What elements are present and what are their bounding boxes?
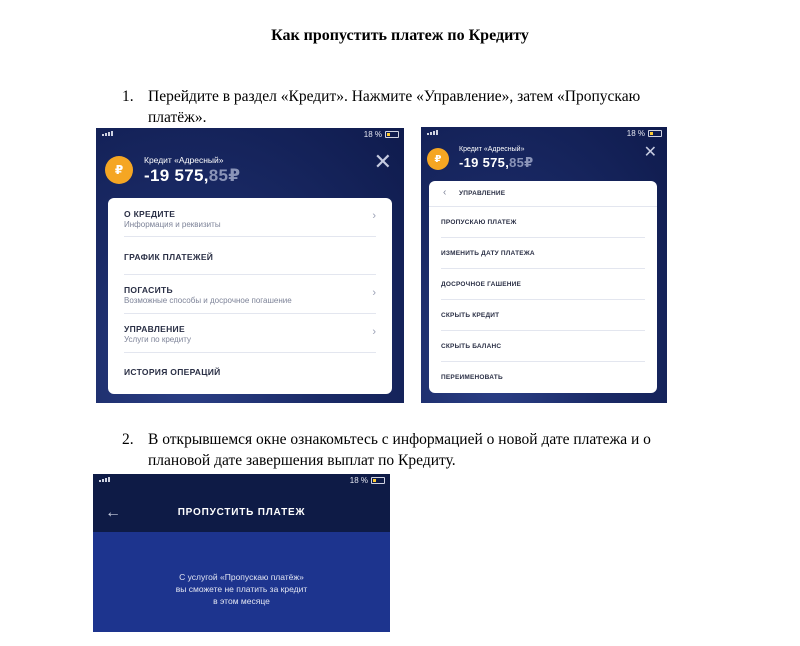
back-arrow-icon[interactable]: ← xyxy=(105,504,121,521)
menu-item-management[interactable]: УПРАВЛЕНИЕ Услуги по кредиту › xyxy=(124,314,376,353)
signal-icon xyxy=(427,130,438,135)
credit-amount: -19 575,85₽ xyxy=(459,155,534,170)
status-bar xyxy=(93,474,390,487)
menu-item-payment-schedule[interactable]: ГРАФИК ПЛАТЕЖЕЙ xyxy=(124,237,376,275)
battery-percent: 18 % xyxy=(363,130,382,139)
battery-icon xyxy=(385,131,399,138)
close-icon[interactable]: ✕ xyxy=(373,149,392,174)
menu-item-history[interactable]: ИСТОРИЯ ОПЕРАЦИЙ xyxy=(124,367,221,377)
battery-percent: 18 % xyxy=(349,476,368,485)
battery-percent: 18 % xyxy=(626,129,645,138)
signal-icon xyxy=(102,131,113,136)
menu-item-repay[interactable]: ПОГАСИТЬ Возможные способы и досрочное погашение › xyxy=(124,275,376,314)
screenshot-management-menu xyxy=(421,127,667,403)
menu-item-about-credit[interactable]: О КРЕДИТЕ Информация и реквизиты › xyxy=(124,198,376,237)
menu-item-hide-credit[interactable]: СКРЫТЬ КРЕДИТ xyxy=(441,300,645,331)
step-text-line-2: плановой дате завершения выплат по Кредиту. xyxy=(148,452,456,469)
credit-menu-card xyxy=(108,198,392,394)
menu-item-skip-payment[interactable]: ПРОПУСКАЮ ПЛАТЕЖ xyxy=(441,207,645,238)
document-title: Как пропустить платеж по Кредиту xyxy=(271,27,529,44)
top-app-bar xyxy=(93,487,390,532)
signal-icon xyxy=(99,477,110,482)
menu-item-hide-balance[interactable]: СКРЫТЬ БАЛАНС xyxy=(441,331,645,362)
step-text-line-1: Перейдите в раздел «Кредит». Нажмите «Управление», затем «Пропускаю xyxy=(148,88,641,105)
step-text-line-2: платёж». xyxy=(148,109,207,126)
screen-title: ПРОПУСТИТЬ ПЛАТЕЖ xyxy=(177,507,306,518)
chevron-right-icon: › xyxy=(372,210,376,222)
menu-item-rename[interactable]: ПЕРЕИМЕНОВАТЬ xyxy=(441,374,503,381)
ruble-coin-icon xyxy=(427,148,449,170)
management-header: ‹ УПРАВЛЕНИЕ xyxy=(429,181,657,207)
step-number: 2. xyxy=(122,431,134,448)
credit-name: Кредит «Адресный» xyxy=(459,146,525,153)
step-text-line-1: В открывшемся окне ознакомьтесь с информацией о новой дате платежа и о xyxy=(148,431,651,448)
ruble-coin-icon xyxy=(105,156,133,184)
menu-item-change-date[interactable]: ИЗМЕНИТЬ ДАТУ ПЛАТЕЖА xyxy=(441,238,645,269)
credit-amount: -19 575,85₽ xyxy=(144,166,241,185)
credit-name: Кредит «Адресный» xyxy=(144,155,224,165)
close-icon[interactable]: ✕ xyxy=(643,144,657,161)
management-menu-card xyxy=(429,181,657,393)
step-number: 1. xyxy=(122,88,134,105)
back-chevron-icon[interactable]: ‹ xyxy=(443,187,447,198)
status-bar xyxy=(421,127,667,140)
screenshot-skip-payment xyxy=(93,474,390,632)
screenshot-credit-menu xyxy=(96,128,404,403)
chevron-right-icon: › xyxy=(372,287,376,299)
menu-item-early-repayment[interactable]: ДОСРОЧНОЕ ГАШЕНИЕ xyxy=(441,269,645,300)
status-bar xyxy=(96,128,404,141)
chevron-right-icon: › xyxy=(372,326,376,338)
info-text: С услугой «Пропускаю платёж» вы сможете не платить за кредит в этом месяце xyxy=(175,572,308,606)
battery-icon xyxy=(371,477,385,484)
battery-icon xyxy=(648,130,662,137)
